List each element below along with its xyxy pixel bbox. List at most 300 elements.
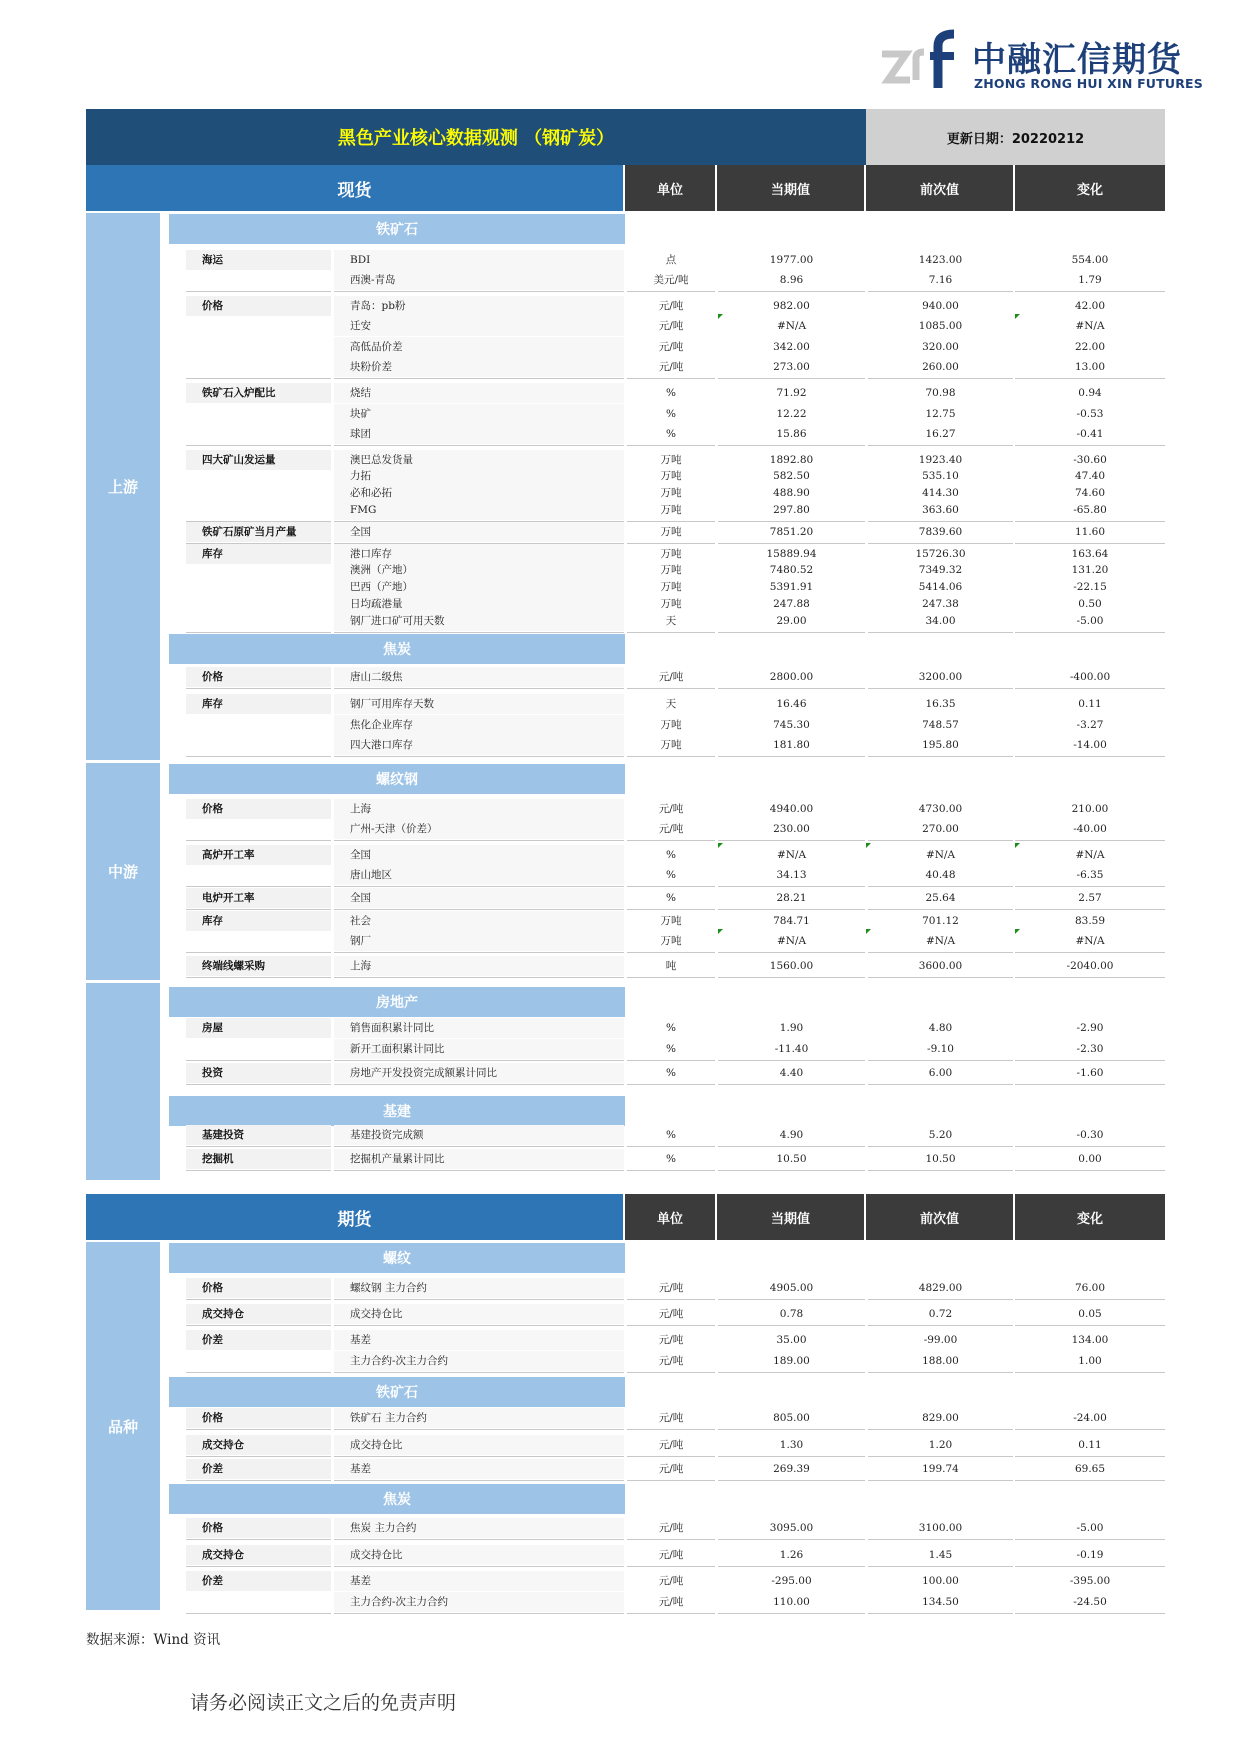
row-change-value: -0.30	[1076, 1129, 1104, 1141]
row-unit: 万吨	[660, 739, 682, 751]
table-row	[0, 1351, 1240, 1371]
row-divider	[334, 1539, 624, 1540]
table-row	[0, 1518, 1240, 1538]
row-divider	[627, 378, 715, 379]
row-unit: %	[666, 428, 676, 440]
row-previous-value: 5414.06	[918, 581, 963, 593]
row-group-label: 终端线螺采购	[186, 956, 331, 976]
row-divider	[1015, 1566, 1165, 1567]
row-current-value: 16.46	[776, 698, 807, 710]
row-change-value: -6.35	[1076, 869, 1104, 881]
row-unit: 元/吨	[658, 671, 684, 683]
row-change-value: 134.00	[1071, 1334, 1109, 1346]
row-unit: 万吨	[660, 548, 682, 560]
row-unit: %	[666, 1153, 676, 1165]
row-item-label: 青岛：pb粉	[334, 296, 624, 316]
row-change-value: 42.00	[1074, 300, 1106, 312]
row-divider	[186, 1372, 331, 1373]
row-divider	[627, 632, 715, 633]
row-unit: 天	[665, 698, 677, 710]
row-group-label: 价差	[186, 1459, 331, 1479]
row-item-label: 钢厂进口矿可用天数	[334, 611, 624, 631]
row-change-value: 76.00	[1074, 1282, 1106, 1294]
row-item-label: 全国	[334, 888, 624, 908]
row-divider	[627, 1060, 715, 1061]
row-unit: 元/吨	[658, 361, 684, 373]
row-divider	[627, 1299, 715, 1300]
row-group-label: 价格	[186, 667, 331, 687]
row-divider	[186, 688, 331, 689]
table-row	[0, 500, 1240, 520]
row-current-value: -295.00	[771, 1575, 812, 1587]
spot-section-header: 现货	[86, 165, 623, 211]
row-divider	[627, 886, 715, 887]
row-divider	[868, 1566, 1013, 1567]
row-divider	[718, 977, 865, 978]
category-coke: 焦炭	[169, 634, 625, 664]
row-current-value: 342.00	[773, 341, 810, 353]
row-current-value: 7851.20	[769, 526, 814, 538]
row-item-label: 迁安	[334, 316, 624, 336]
row-unit: %	[666, 869, 676, 881]
row-previous-value: 260.00	[922, 361, 959, 373]
error-indicator-icon	[718, 314, 723, 319]
table-row	[0, 1063, 1240, 1083]
table-row	[0, 1592, 1240, 1612]
row-previous-value: 16.27	[925, 428, 956, 440]
row-divider	[718, 1325, 865, 1326]
row-group-label: 价格	[186, 296, 331, 316]
row-change-value: 47.40	[1074, 470, 1106, 482]
table-row	[0, 667, 1240, 687]
row-divider	[718, 291, 865, 292]
disclaimer: 请务必阅读正文之后的免责声明	[190, 1692, 457, 1714]
row-divider	[868, 1613, 1013, 1614]
row-previous-value: 12.75	[925, 408, 956, 420]
futures-header-change: 变化	[1015, 1194, 1165, 1240]
row-divider	[627, 445, 715, 446]
row-previous-value: 1085.00	[918, 320, 963, 332]
row-item-label: FMG	[334, 500, 624, 520]
row-unit: 万吨	[660, 598, 682, 610]
row-previous-value: 15726.30	[915, 548, 966, 560]
row-divider	[1015, 1480, 1165, 1481]
row-unit: 元/吨	[658, 1334, 684, 1346]
row-item-label: 螺纹钢 主力合约	[334, 1278, 624, 1298]
row-item-label: 澳洲（产地）	[334, 560, 624, 580]
row-current-value: 1892.80	[769, 454, 814, 466]
row-group-label: 电炉开工率	[186, 888, 331, 908]
row-divider	[1015, 688, 1165, 689]
row-unit: 元/吨	[658, 1355, 684, 1367]
row-change-value: 210.00	[1071, 803, 1109, 815]
row-current-value: 2800.00	[769, 671, 814, 683]
row-change-value: 1.00	[1078, 1355, 1102, 1367]
row-divider	[186, 977, 331, 978]
row-item-label: 挖掘机产量累计同比	[334, 1149, 624, 1169]
row-divider	[627, 1539, 715, 1540]
row-item-label: 日均疏港量	[334, 594, 624, 614]
table-row	[0, 270, 1240, 290]
row-change-value: -3.27	[1076, 719, 1104, 731]
row-current-value: 34.13	[776, 869, 807, 881]
brand-name-en: ZHONG RONG HUI XIN FUTURES	[974, 76, 1203, 91]
row-change-value: 0.00	[1078, 1153, 1102, 1165]
row-unit: 万吨	[660, 470, 682, 482]
row-unit: 吨	[665, 960, 677, 972]
row-divider	[718, 840, 865, 841]
table-row	[0, 296, 1240, 316]
row-divider	[868, 840, 1013, 841]
row-item-label: 上海	[334, 956, 624, 976]
row-divider	[868, 756, 1013, 757]
row-item-label: 四大港口库存	[334, 735, 624, 755]
row-change-value: #N/A	[1075, 320, 1105, 332]
row-current-value: 4905.00	[769, 1282, 814, 1294]
row-unit: 元/吨	[658, 1575, 684, 1587]
row-divider	[868, 1299, 1013, 1300]
row-divider	[1015, 378, 1165, 379]
row-current-value: 35.00	[776, 1334, 807, 1346]
side-label-midstream: 中游	[86, 763, 160, 980]
row-item-label: 港口库存	[334, 544, 624, 564]
row-change-value: 0.11	[1078, 698, 1102, 710]
row-item-label: 球团	[334, 424, 624, 444]
row-divider	[334, 291, 624, 292]
row-group-label: 挖掘机	[186, 1149, 331, 1169]
row-current-value: 12.22	[776, 408, 807, 420]
row-previous-value: 134.50	[922, 1596, 959, 1608]
row-change-value: -5.00	[1076, 615, 1104, 627]
table-row	[0, 1125, 1240, 1145]
row-current-value: #N/A	[776, 320, 807, 332]
row-divider	[1015, 886, 1165, 887]
row-change-value: 163.64	[1071, 548, 1109, 560]
table-row	[0, 1039, 1240, 1059]
data-source: 数据来源：Wind 资讯	[86, 1632, 221, 1648]
row-unit: 元/吨	[658, 320, 684, 332]
side-label-upstream: 上游	[86, 213, 160, 760]
row-divider	[186, 1480, 331, 1481]
row-previous-value: 100.00	[922, 1575, 959, 1587]
row-divider	[718, 1060, 865, 1061]
row-change-value: -0.19	[1076, 1549, 1104, 1561]
row-previous-value: 25.64	[925, 892, 956, 904]
row-divider	[186, 291, 331, 292]
row-current-value: 4.90	[779, 1129, 804, 1141]
row-item-label: 西澳-青岛	[334, 270, 624, 290]
row-item-label: 唐山地区	[334, 865, 624, 885]
row-previous-value: 1923.40	[918, 454, 963, 466]
row-divider	[334, 632, 624, 633]
table-row	[0, 799, 1240, 819]
row-change-value: 0.50	[1078, 598, 1102, 610]
row-change-value: -14.00	[1073, 739, 1107, 751]
row-divider	[868, 445, 1013, 446]
row-divider	[334, 1456, 624, 1457]
row-previous-value: 270.00	[922, 823, 959, 835]
row-unit: 元/吨	[658, 1463, 684, 1475]
row-group-label: 铁矿石入炉配比	[186, 383, 331, 403]
row-previous-value: 5.20	[928, 1129, 953, 1141]
row-divider	[627, 1456, 715, 1457]
row-divider	[627, 977, 715, 978]
table-row	[0, 1408, 1240, 1428]
row-unit: 万吨	[660, 935, 682, 947]
row-previous-value: 701.12	[922, 915, 959, 927]
row-divider	[186, 445, 331, 446]
row-group-label: 库存	[186, 694, 331, 714]
row-item-label: 块矿	[334, 404, 624, 424]
category-futures-rebar: 螺纹	[169, 1243, 625, 1273]
row-current-value: 28.21	[776, 892, 807, 904]
brand-logo	[880, 28, 1203, 92]
row-current-value: 1.30	[779, 1439, 804, 1451]
row-group-label: 价格	[186, 1518, 331, 1538]
error-indicator-icon	[718, 843, 723, 848]
row-item-label: 主力合约-次主力合约	[334, 1351, 624, 1371]
row-item-label: 广州-天津（价差）	[334, 819, 624, 839]
row-divider	[627, 756, 715, 757]
row-current-value: 488.90	[773, 487, 810, 499]
row-item-label: 钢厂可用库存天数	[334, 694, 624, 714]
row-divider	[334, 1170, 624, 1171]
table-row	[0, 1330, 1240, 1350]
row-divider	[334, 1429, 624, 1430]
row-unit: 元/吨	[658, 1596, 684, 1608]
row-unit: 元/吨	[658, 1282, 684, 1294]
row-divider	[186, 1299, 331, 1300]
row-current-value: 247.88	[773, 598, 810, 610]
row-change-value: 554.00	[1071, 254, 1109, 266]
row-current-value: 15889.94	[766, 548, 817, 560]
row-current-value: 0.78	[779, 1308, 804, 1320]
row-divider	[186, 1566, 331, 1567]
row-divider	[1015, 977, 1165, 978]
row-unit: 元/吨	[658, 1412, 684, 1424]
row-item-label: 上海	[334, 799, 624, 819]
row-group-label: 库存	[186, 911, 331, 931]
row-divider	[186, 886, 331, 887]
error-indicator-icon	[718, 929, 723, 934]
row-unit: 万吨	[660, 454, 682, 466]
row-divider	[334, 445, 624, 446]
row-divider	[334, 1146, 624, 1147]
row-current-value: 1.26	[779, 1549, 804, 1561]
row-item-label: 力拓	[334, 466, 624, 486]
row-divider	[186, 756, 331, 757]
row-change-value: 11.60	[1074, 526, 1106, 538]
row-divider	[718, 1539, 865, 1540]
row-current-value: 1560.00	[769, 960, 814, 972]
row-unit: %	[666, 892, 676, 904]
row-divider	[718, 1146, 865, 1147]
row-divider	[334, 886, 624, 887]
row-item-label: 唐山二级焦	[334, 667, 624, 687]
row-unit: %	[666, 849, 676, 861]
row-divider	[627, 952, 715, 953]
row-unit: 万吨	[660, 504, 682, 516]
row-current-value: 10.50	[776, 1153, 807, 1165]
row-group-label: 成交持仓	[186, 1545, 331, 1565]
row-change-value: #N/A	[1075, 849, 1105, 861]
row-divider	[718, 1170, 865, 1171]
row-unit: 元/吨	[658, 803, 684, 815]
row-divider	[627, 1566, 715, 1567]
row-item-label: 成交持仓比	[334, 1545, 624, 1565]
row-divider	[1015, 1325, 1165, 1326]
row-item-label: 块粉价差	[334, 357, 624, 377]
table-row	[0, 611, 1240, 631]
table-row	[0, 1571, 1240, 1591]
row-group-label: 基建投资	[186, 1125, 331, 1145]
table-row	[0, 911, 1240, 931]
futures-header-current: 当期值	[717, 1194, 864, 1240]
row-divider	[1015, 1539, 1165, 1540]
row-divider	[334, 1566, 624, 1567]
row-divider	[868, 1170, 1013, 1171]
row-previous-value: 188.00	[922, 1355, 959, 1367]
row-divider	[868, 1146, 1013, 1147]
row-divider	[868, 1539, 1013, 1540]
row-unit: 万吨	[660, 487, 682, 499]
row-previous-value: 247.38	[922, 598, 959, 610]
row-current-value: 4940.00	[769, 803, 814, 815]
row-divider	[334, 1372, 624, 1373]
category-rebar: 螺纹钢	[169, 764, 625, 794]
row-unit: 万吨	[660, 581, 682, 593]
row-divider	[334, 1060, 624, 1061]
row-divider	[186, 1325, 331, 1326]
row-unit: 元/吨	[658, 1439, 684, 1451]
row-unit: 元/吨	[658, 341, 684, 353]
row-divider	[868, 688, 1013, 689]
row-item-label: 基差	[334, 1330, 624, 1350]
row-unit: %	[666, 1043, 676, 1055]
row-unit: %	[666, 1067, 676, 1079]
row-item-label: 基差	[334, 1571, 624, 1591]
row-item-label: 巴西（产地）	[334, 577, 624, 597]
row-change-value: -22.15	[1073, 581, 1107, 593]
row-change-value: -5.00	[1076, 1522, 1104, 1534]
row-divider	[1015, 840, 1165, 841]
error-indicator-icon	[1015, 929, 1020, 934]
row-unit: 元/吨	[658, 1308, 684, 1320]
row-item-label: 主力合约-次主力合约	[334, 1592, 624, 1612]
row-current-value: 29.00	[776, 615, 807, 627]
row-unit: %	[666, 1022, 676, 1034]
row-current-value: -11.40	[774, 1043, 809, 1055]
row-current-value: 805.00	[773, 1412, 810, 1424]
row-previous-value: 7839.60	[918, 526, 963, 538]
row-current-value: 269.39	[773, 1463, 810, 1475]
spot-header-unit: 单位	[625, 165, 715, 211]
row-divider	[186, 378, 331, 379]
update-date: 更新日期：20220212	[866, 109, 1165, 165]
row-divider	[868, 1325, 1013, 1326]
row-previous-value: 748.57	[922, 719, 959, 731]
row-divider	[627, 1084, 715, 1085]
row-previous-value: 1.45	[928, 1549, 953, 1561]
table-row	[0, 1545, 1240, 1565]
row-divider	[627, 1325, 715, 1326]
row-divider	[718, 1456, 865, 1457]
row-divider	[1015, 952, 1165, 953]
row-divider	[334, 909, 624, 910]
row-group-label: 价差	[186, 1571, 331, 1591]
row-item-label: 成交持仓比	[334, 1435, 624, 1455]
row-divider	[868, 291, 1013, 292]
table-row	[0, 404, 1240, 424]
row-previous-value: 0.72	[928, 1308, 953, 1320]
error-indicator-icon	[866, 929, 871, 934]
row-divider	[1015, 756, 1165, 757]
row-group-label: 房屋	[186, 1018, 331, 1038]
row-current-value: 784.71	[773, 915, 810, 927]
row-item-label: 焦化企业库存	[334, 715, 624, 735]
row-previous-value: 363.60	[922, 504, 959, 516]
row-current-value: 297.80	[773, 504, 810, 516]
row-previous-value: 10.50	[925, 1153, 956, 1165]
row-divider	[718, 1429, 865, 1430]
row-change-value: 131.20	[1071, 564, 1109, 576]
error-indicator-icon	[1015, 314, 1020, 319]
category-infrastructure: 基建	[169, 1096, 625, 1126]
row-divider	[334, 688, 624, 689]
spot-header-current: 当期值	[717, 165, 864, 211]
row-current-value: 582.50	[773, 470, 810, 482]
row-divider	[868, 1429, 1013, 1430]
row-divider	[1015, 1429, 1165, 1430]
row-current-value: 71.92	[776, 387, 807, 399]
row-current-value: 1.90	[779, 1022, 804, 1034]
row-divider	[1015, 1060, 1165, 1061]
row-item-label: 销售面积累计同比	[334, 1018, 624, 1038]
row-divider	[186, 1146, 331, 1147]
row-group-label: 价差	[186, 1330, 331, 1350]
row-previous-value: #N/A	[925, 935, 956, 947]
table-row	[0, 694, 1240, 714]
row-item-label: 钢厂	[334, 931, 624, 951]
row-previous-value: 16.35	[925, 698, 956, 710]
row-unit: %	[666, 1129, 676, 1141]
row-change-value: -0.53	[1076, 408, 1104, 420]
row-item-label: 房地产开发投资完成额累计同比	[334, 1063, 624, 1083]
side-label-variety: 品种	[86, 1242, 160, 1610]
row-divider	[718, 1299, 865, 1300]
row-divider	[1015, 1146, 1165, 1147]
row-divider	[718, 445, 865, 446]
row-unit: %	[666, 387, 676, 399]
row-divider	[186, 952, 331, 953]
row-change-value: -65.80	[1073, 504, 1107, 516]
row-change-value: -24.50	[1073, 1596, 1107, 1608]
row-divider	[334, 756, 624, 757]
row-divider	[1015, 632, 1165, 633]
row-previous-value: 6.00	[928, 1067, 953, 1079]
table-row	[0, 1278, 1240, 1298]
row-item-label: 高低品价差	[334, 337, 624, 357]
row-previous-value: 1.20	[928, 1439, 953, 1451]
row-change-value: 13.00	[1074, 361, 1106, 373]
row-current-value: 745.30	[773, 719, 810, 731]
row-current-value: #N/A	[776, 935, 807, 947]
row-group-label: 高炉开工率	[186, 845, 331, 865]
row-divider	[186, 1456, 331, 1457]
table-row	[0, 316, 1240, 336]
row-group-label: 价格	[186, 799, 331, 819]
row-divider	[627, 909, 715, 910]
